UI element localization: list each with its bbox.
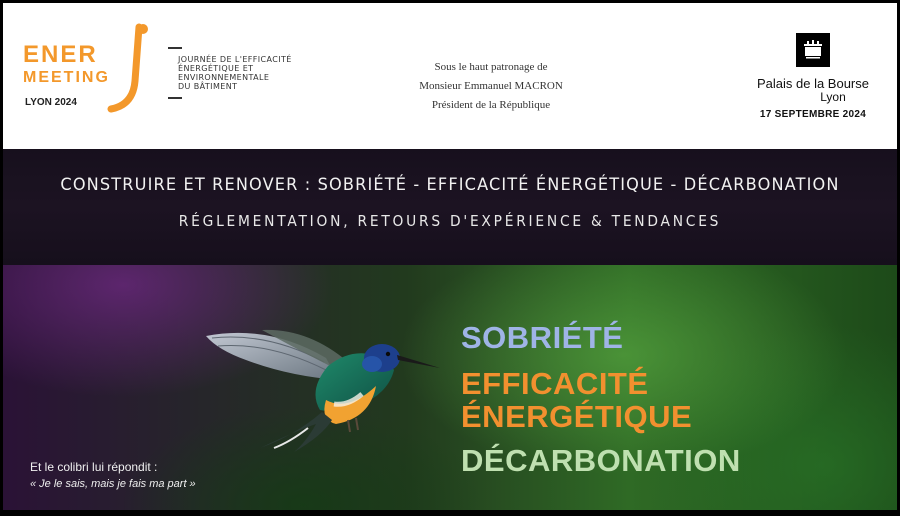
quote-text: « Je le sais, mais je fais ma part » bbox=[30, 478, 196, 490]
hummingbird-illustration-icon bbox=[198, 320, 443, 455]
tagline-divider bbox=[168, 97, 182, 99]
tagline-line: ÉNERGÉTIQUE ET bbox=[178, 64, 254, 73]
band-subtitle: RÉGLEMENTATION, RETOURS D'EXPÉRIENCE & TENDANCES bbox=[178, 212, 722, 230]
tagline-divider bbox=[168, 47, 182, 49]
logo-line-meeting: MEETING bbox=[23, 69, 110, 86]
tagline-line: JOURNÉE DE L'EFFICACITÉ bbox=[178, 55, 292, 64]
venue-name: Palais de la Bourse bbox=[756, 76, 869, 91]
venue-block[interactable] bbox=[743, 33, 883, 120]
event-date: 17 SEPTEMBRE 2024 bbox=[759, 109, 867, 120]
hero-word-energetique: ÉNERGÉTIQUE bbox=[461, 399, 693, 434]
hero-word-decarbonation: DÉCARBONATION bbox=[461, 443, 741, 478]
banner bbox=[3, 3, 897, 510]
patronage-text bbox=[381, 58, 601, 115]
tagline-line: DU BÂTIMENT bbox=[178, 82, 238, 91]
patronage-line: Monsieur Emmanuel MACRON bbox=[419, 80, 563, 92]
tagline-line: ENVIRONNEMENTALE bbox=[178, 73, 270, 82]
quote-intro: Et le colibri lui répondit : bbox=[30, 460, 158, 474]
hero-visual bbox=[3, 265, 897, 510]
event-tagline bbox=[168, 47, 318, 99]
logo-line-ener: ENER bbox=[23, 41, 98, 68]
hero-word-sobriete: SOBRIÉTÉ bbox=[461, 320, 624, 355]
header bbox=[3, 3, 897, 149]
palais-building-icon bbox=[796, 33, 830, 67]
band-title: CONSTRUIRE ET RENOVER : SOBRIÉTÉ - EFFICACITÉ ÉNERGÉTIQUE - DÉCARBONATION bbox=[60, 175, 840, 195]
patronage-line: Sous le haut patronage de bbox=[434, 61, 548, 73]
venue-city: Lyon bbox=[820, 90, 846, 104]
enerj-meeting-logo[interactable] bbox=[23, 21, 173, 121]
patronage-line: Président de la République bbox=[431, 99, 551, 111]
j-swoosh-logo-icon bbox=[105, 21, 155, 116]
hero-word-efficacite: EFFICACITÉ bbox=[461, 366, 649, 401]
theme-band bbox=[3, 149, 897, 265]
logo-city-year: LYON 2024 bbox=[25, 97, 77, 108]
